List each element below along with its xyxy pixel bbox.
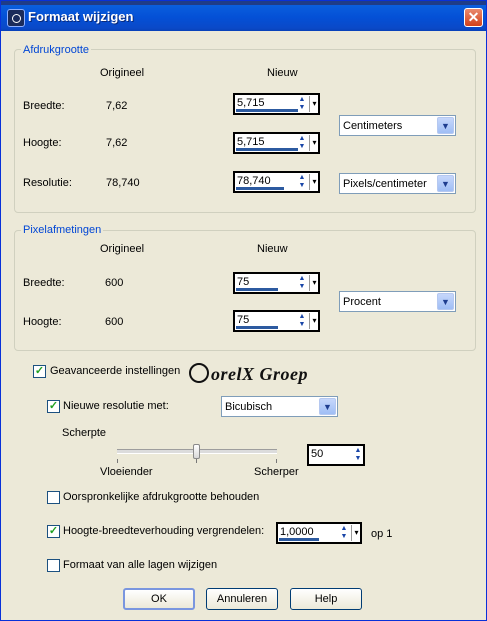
dropdown-arrow-icon[interactable]: ▼ (319, 398, 336, 415)
title-bar (1, 1, 486, 31)
print-width-value: 5,715 (237, 97, 265, 109)
spin-down-icon[interactable]: ▼ (354, 455, 362, 462)
pixel-width-arrows[interactable] (297, 275, 307, 291)
keep-print-size-checkbox[interactable] (47, 491, 60, 504)
print-new-header: Nieuw (267, 67, 298, 79)
print-width-arrows[interactable] (297, 96, 307, 112)
window-title: Formaat wijzigen (28, 9, 134, 24)
resize-all-layers-label[interactable]: Formaat van alle lagen wijzigen (63, 559, 218, 571)
spin-menu-icon[interactable]: ▾ (309, 135, 319, 151)
pixel-unit-value: Procent (343, 296, 381, 308)
resolution-unit-value: Pixels/centimeter (343, 178, 427, 190)
sharpness-label: Scherpte (62, 427, 107, 439)
resolution-spinner[interactable] (233, 171, 320, 193)
spin-menu-icon[interactable]: ▾ (309, 174, 319, 190)
print-width-label: Breedte: (23, 100, 65, 112)
spin-down-icon[interactable]: ▼ (298, 182, 306, 189)
aspect-ratio-arrows[interactable] (339, 525, 349, 541)
resolution-original: 78,740 (106, 177, 140, 189)
aspect-ratio-value: 1,0000 (280, 526, 314, 538)
sharpness-min-label: Vloeiender (100, 466, 153, 478)
cancel-button[interactable]: Annuleren (206, 588, 278, 610)
sharpness-arrows[interactable] (353, 447, 363, 463)
print-height-value: 5,715 (237, 136, 265, 148)
pixel-height-spinner[interactable] (233, 310, 320, 332)
resolution-progress (236, 187, 284, 190)
slider-tick (117, 459, 118, 463)
spin-down-icon[interactable]: ▼ (298, 321, 306, 328)
resolution-value: 78,740 (237, 175, 271, 187)
ok-button[interactable]: OK (123, 588, 195, 610)
spin-up-icon[interactable]: ▲ (298, 96, 306, 103)
dropdown-arrow-icon[interactable]: ▼ (437, 175, 454, 192)
dropdown-arrow-icon[interactable]: ▼ (437, 293, 454, 310)
pixel-dimensions-group-title: Pixelafmetingen (23, 224, 102, 236)
print-width-progress (236, 109, 298, 112)
spin-up-icon[interactable]: ▲ (340, 525, 348, 532)
spin-up-icon[interactable]: ▲ (298, 313, 306, 320)
slider-tick (276, 459, 277, 463)
sharpness-slider-thumb[interactable] (193, 444, 200, 459)
dropdown-arrow-icon[interactable]: ▼ (437, 117, 454, 134)
print-height-progress (236, 148, 298, 151)
resolution-label: Resolutie: (23, 177, 72, 189)
resize-all-layers-checkbox[interactable] (47, 559, 60, 572)
resample-method-value: Bicubisch (225, 401, 273, 413)
spin-menu-icon[interactable]: ▾ (309, 96, 319, 112)
print-unit-select[interactable] (339, 115, 456, 136)
spin-down-icon[interactable]: ▼ (298, 143, 306, 150)
sharpness-value: 50 (311, 448, 324, 460)
pixel-original-header: Origineel (100, 243, 145, 255)
app-icon (7, 9, 25, 27)
resolution-unit-select[interactable] (339, 173, 456, 194)
slider-tick (196, 459, 197, 463)
sharpness-max-label: Scherper (254, 466, 299, 478)
pixel-height-arrows[interactable] (297, 313, 307, 329)
advanced-settings-checkbox[interactable]: ✓ (34, 365, 45, 377)
pixel-height-original: 600 (105, 316, 124, 328)
sharpness-spinner[interactable] (307, 444, 365, 466)
print-width-spinner[interactable] (233, 93, 320, 115)
pixel-width-value: 75 (237, 276, 250, 288)
close-button[interactable]: ✕ (464, 8, 483, 27)
spin-menu-icon[interactable]: ▾ (309, 313, 319, 329)
pixel-height-value: 75 (237, 314, 250, 326)
spin-up-icon[interactable]: ▲ (298, 174, 306, 181)
print-width-original: 7,62 (106, 100, 128, 112)
spin-menu-icon[interactable]: ▾ (351, 525, 361, 541)
lock-aspect-label[interactable]: Hoogte-breedteverhouding vergrendelen: (63, 525, 265, 537)
dialog-body (4, 31, 483, 618)
print-size-group-title: Afdrukgrootte (23, 44, 90, 56)
help-button[interactable]: Help (290, 588, 362, 610)
resolution-arrows[interactable] (297, 174, 307, 190)
logo-ring-icon (189, 363, 209, 383)
pixel-width-original: 600 (105, 277, 124, 289)
advanced-settings-label[interactable]: Geavanceerde instellingen (50, 365, 181, 377)
pixel-unit-select[interactable] (339, 291, 456, 312)
corelx-groep-watermark (189, 363, 308, 385)
keep-print-size-label[interactable]: Oorspronkelijke afdrukgrootte behouden (63, 491, 260, 503)
aspect-ratio-suffix: op 1 (371, 528, 393, 540)
aspect-ratio-progress (279, 538, 319, 541)
pixel-width-spinner[interactable] (233, 272, 320, 294)
spin-down-icon[interactable]: ▼ (298, 104, 306, 111)
print-height-original: 7,62 (106, 137, 128, 149)
resample-checkbox[interactable]: ✓ (48, 400, 59, 412)
pixel-width-progress (236, 288, 278, 291)
title-bar-strip (1, 1, 486, 5)
pixel-new-header: Nieuw (257, 243, 288, 255)
print-height-spinner[interactable] (233, 132, 320, 154)
spin-up-icon[interactable]: ▲ (354, 447, 362, 454)
resample-method-select[interactable] (221, 396, 338, 417)
print-unit-value: Centimeters (343, 120, 403, 132)
print-height-label: Hoogte: (23, 137, 62, 149)
watermark-text: orelX Groep (211, 364, 308, 384)
spin-menu-icon[interactable]: ▾ (309, 275, 319, 291)
resample-label[interactable]: Nieuwe resolutie met: (63, 400, 169, 412)
spin-up-icon[interactable]: ▲ (298, 135, 306, 142)
pixel-height-progress (236, 326, 278, 329)
aspect-ratio-spinner[interactable] (276, 522, 362, 544)
lock-aspect-checkbox[interactable]: ✓ (48, 525, 59, 537)
pixel-width-label: Breedte: (23, 277, 65, 289)
spin-up-icon[interactable]: ▲ (298, 275, 306, 282)
spin-down-icon[interactable]: ▼ (340, 533, 348, 540)
pixel-height-label: Hoogte: (23, 316, 62, 328)
print-original-header: Origineel (100, 67, 145, 79)
print-height-arrows[interactable] (297, 135, 307, 151)
spin-down-icon[interactable]: ▼ (298, 283, 306, 290)
